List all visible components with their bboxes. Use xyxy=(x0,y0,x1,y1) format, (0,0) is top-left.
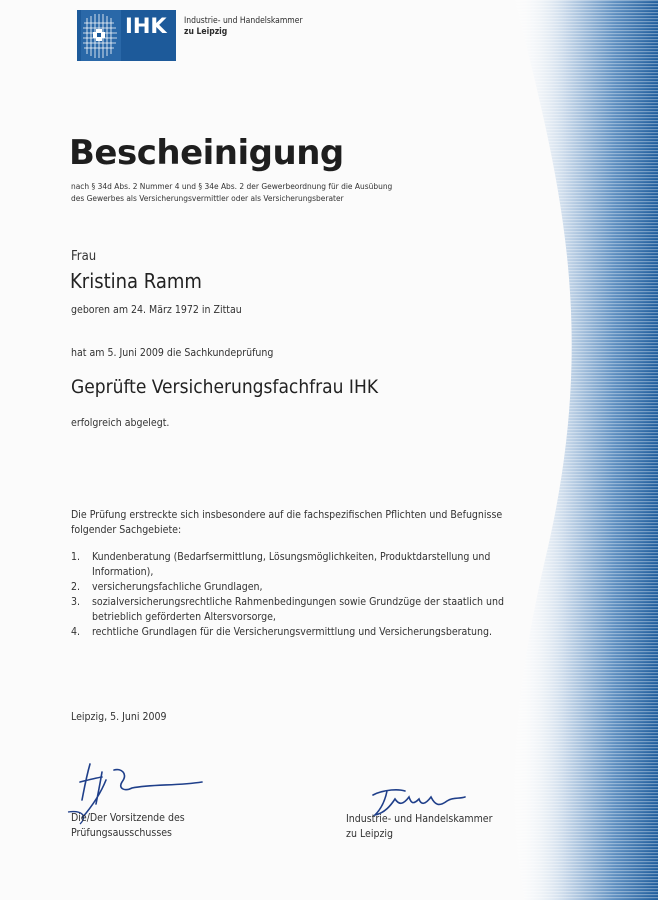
signature-right-label xyxy=(346,812,516,842)
list-item: 4. rechtliche Grundlagen für die Versicherungsvermittlung und Versicherungsberatung. xyxy=(71,626,492,638)
signature-right-line2: zu Leipzig xyxy=(346,828,394,840)
legal-basis-line2: des Gewerbes als Versicherungsvermittler oder als Versicherungsberater xyxy=(71,193,344,203)
logo-wordmark: IHK xyxy=(125,14,167,38)
place-date: Leipzig, 5. Juni 2009 xyxy=(71,711,167,723)
signature-left-line2: Prüfungsausschusses xyxy=(71,827,172,839)
salutation: Frau xyxy=(71,249,97,264)
ihk-grid-mark-icon xyxy=(81,10,121,61)
signature-left-label xyxy=(71,811,231,841)
list-item: 1. Kundenberatung (Bedarfsermittlung, Lösungsmöglichkeiten, Produktdarstellung und Information), xyxy=(71,551,491,578)
document-title: Bescheinigung xyxy=(69,133,344,173)
logo-org-name xyxy=(184,16,303,38)
list-item: 3. sozialversicherungsrechtliche Rahmenbedingungen sowie Grundzüge der staatlich und betrieblich geförderten Altersvorsorge, xyxy=(71,596,505,623)
ihk-logo xyxy=(77,10,176,61)
signature-left-line1: Die/Der Vorsitzende des xyxy=(71,812,185,824)
birth-info: geboren am 24. März 1972 in Zittau xyxy=(71,304,242,316)
legal-basis-line1: nach § 34d Abs. 2 Nummer 4 und § 34e Abs. 2 der Gewerbeordnung für die Ausübung xyxy=(71,181,393,191)
org-name-line2: zu Leipzig xyxy=(184,27,228,37)
subjects-list xyxy=(71,550,521,640)
passed-statement: erfolgreich abgelegt. xyxy=(71,417,170,429)
exam-statement: hat am 5. Juni 2009 die Sachkundeprüfung xyxy=(71,347,274,359)
subjects-intro: Die Prüfung erstreckte sich insbesondere auf die fachspezifischen Pflichten und Befugnisse folgender Sachgebiete: xyxy=(71,509,503,536)
list-item: 2. versicherungsfachliche Grundlagen, xyxy=(71,581,263,593)
org-name-line1: Industrie- und Handelskammer xyxy=(184,16,303,26)
legal-basis xyxy=(71,180,392,204)
signature-right-line1: Industrie- und Handelskammer xyxy=(346,813,493,825)
holder-name: Kristina Ramm xyxy=(70,269,202,293)
qualification-title: Geprüfte Versicherungsfachfrau IHK xyxy=(71,376,379,398)
